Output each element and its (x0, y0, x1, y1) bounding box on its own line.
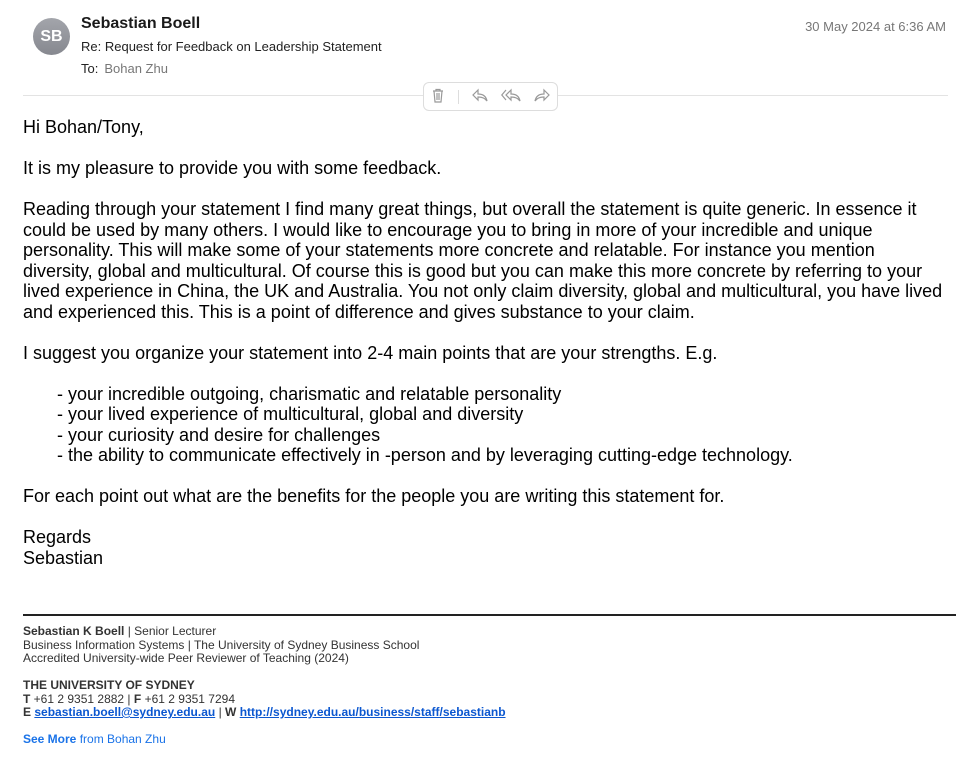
signature-name: Sebastian K Boell (23, 624, 125, 638)
sender-name: Sebastian Boell (81, 15, 201, 32)
line: lived experience in China, the UK and Australia. You not only claim diversity, global and multicultural, you have lived (23, 281, 943, 301)
reply-icon[interactable] (472, 88, 488, 105)
line: and experienced this. This is a point of difference and gives substance to your claim. (23, 301, 695, 322)
signature-divider (23, 614, 956, 616)
line: Reading through your statement I find many great things, but overall the statement is quite generic. In essence it (23, 199, 917, 219)
to-label: To: (81, 61, 99, 76)
see-more-from: from Bohan Zhu (76, 732, 166, 746)
list-item: - your incredible outgoing, charismatic and relatable personality (57, 383, 562, 404)
line: diversity, global and multicultural. Of course this is good but you can make this more concrete by referring to your (23, 260, 923, 281)
email-date: 30 May 2024 at 6:36 AM (805, 19, 946, 34)
email-body (23, 117, 942, 589)
signature-department: Business Information Systems | The University of Sydney Business School (23, 637, 420, 652)
website-link[interactable]: http://sydney.edu.au/business/staff/sebastianb (239, 705, 506, 719)
line: could be used by many others. I would like to encourage you to bring in more of your incredible and unique (23, 219, 873, 240)
toolbar-separator (458, 90, 459, 104)
paragraph (23, 199, 942, 322)
paragraph: For each point out what are the benefits for the people you are writing this statement for. (23, 486, 725, 506)
recipient-line (81, 61, 168, 76)
email-subject: Re: Request for Feedback on Leadership Statement (81, 39, 382, 54)
message-toolbar (423, 82, 558, 111)
fax: +61 2 9351 7294 (141, 691, 235, 706)
line: personality. This will make some of your statements more concrete and relatable. For instance you mention (23, 240, 875, 260)
greeting: Hi Bohan/Tony, (23, 117, 144, 137)
see-more-link[interactable]: See More (23, 732, 77, 746)
signature: Sebastian K Boell | Senior Lecturer Business Information Systems | The University of Sydney Business School Accredited University-wide Peer Reviewer of Teaching (2024) THE UNIVERSITY OF SYDNEY T +61 2 9351 2882 | F +61 2 9351 7294 E sebastian.boell@sydney.edu.au | W http://sydney.edu.au/business/staff/sebastianb See More from Bohan Zhu (23, 624, 506, 746)
forward-icon[interactable] (534, 88, 550, 105)
strength-list (23, 384, 942, 466)
paragraph: It is my pleasure to provide you with some feedback. (23, 158, 442, 178)
email-link[interactable]: sebastian.boell@sydney.edu.au (34, 705, 216, 719)
list-item: - your lived experience of multicultural, global and diversity (57, 404, 524, 424)
phone: +61 2 9351 2882 | (30, 691, 134, 706)
trash-icon[interactable] (431, 88, 445, 106)
paragraph: I suggest you organize your statement into 2-4 main points that are your strengths. E.g. (23, 342, 718, 363)
list-item: - the ability to communicate effectively in -person and by leveraging cutting-edge technology. (57, 445, 793, 465)
avatar: SB (33, 18, 70, 55)
recipient-name[interactable]: Bohan Zhu (104, 61, 168, 76)
closing: Regards Sebastian (23, 527, 104, 568)
list-item: - your curiosity and desire for challenges (57, 424, 381, 445)
signature-accreditation: Accredited University-wide Peer Reviewer of Teaching (2024) (23, 651, 349, 665)
reply-all-icon[interactable] (501, 88, 521, 105)
signature-title: | Senior Lecturer (124, 624, 217, 638)
signature-org: THE UNIVERSITY OF SYDNEY (23, 678, 195, 692)
